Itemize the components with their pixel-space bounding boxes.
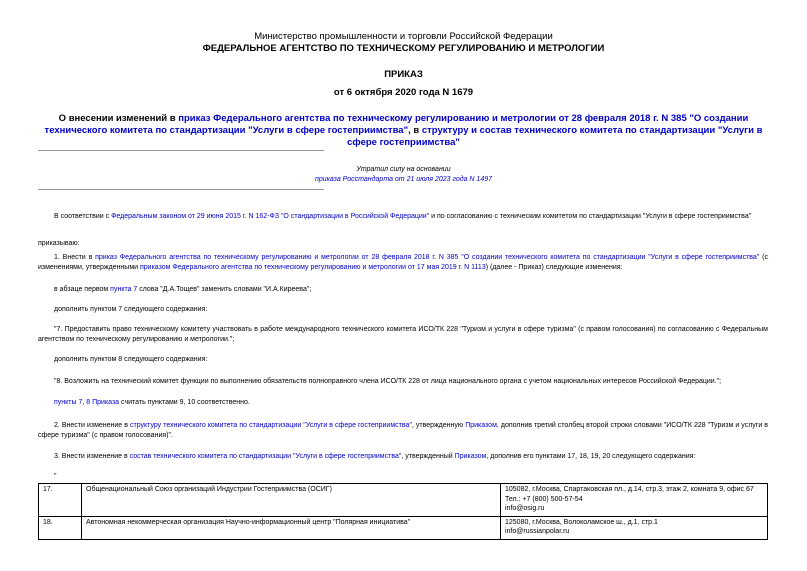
paragraph-text: 2. Внести изменение в xyxy=(54,422,130,429)
paragraph-clause-7: "7. Предоставить право техническому комитету участвовать в работе международного технического комитета ИСО/ТК 228 "Туризм и услуги в сфере туризма" (с правом голосования) по согласованию с Федеральным агентством по техническому регулированию и метрологии."; xyxy=(38,326,768,343)
link-clause-7[interactable]: пункта 7 xyxy=(110,286,138,293)
agency-name: ФЕДЕРАЛЬНОЕ АГЕНТСТВО ПО ТЕХНИЧЕСКОМУ РЕГУЛИРОВАНИЮ И МЕТРОЛОГИИ xyxy=(202,43,605,54)
contact-email: info@osig.ru xyxy=(505,505,545,512)
paragraph-text: и по согласованию с техническим комитетом по стандартизации "Услуги в сфере гостеприимства" xyxy=(429,213,752,220)
title-text-2: , в xyxy=(408,125,422,136)
paragraph-text: 1. Внести в xyxy=(54,254,96,261)
table-row xyxy=(39,516,768,539)
document-title xyxy=(40,113,767,149)
row-number: 18. xyxy=(39,516,82,539)
link-committee-structure[interactable]: структуру технического комитета по стандартизации "Услуги в сфере гостеприимства" xyxy=(130,422,412,429)
organization-name: Автономная некоммерческая организация Научно-информационный центр "Полярная инициатива" xyxy=(82,516,501,539)
paragraph-item-2 xyxy=(38,421,768,440)
link-clauses-7[interactable]: пункты 7 xyxy=(54,399,83,406)
ministry-name: Министерство промышленности и торговли Российской Федерации xyxy=(254,31,553,42)
paragraph-text: слова "Д.А.Тощев" заменить словами "И.А.Киреева"; xyxy=(137,286,312,293)
link-federal-law[interactable]: Федеральным законом от 29 июня 2015 г. N 162-ФЗ "О стандартизации в Российской Федерации" xyxy=(111,213,430,220)
divider-top xyxy=(38,150,324,151)
table-row xyxy=(39,484,768,517)
paragraph-order: приказываю: xyxy=(38,240,80,247)
paragraph-text: , утвержденную xyxy=(411,422,466,429)
contact-email: info@russianpolar.ru xyxy=(505,528,570,535)
link-order-ref[interactable]: Приказом xyxy=(465,422,497,429)
paragraph-text: ) (далее - Приказ) следующие изменения: xyxy=(485,263,623,271)
paragraph-item-1-c: дополнить пунктом 8 следующего содержания: xyxy=(54,356,208,363)
paragraph-text: В соответствии с xyxy=(54,213,112,220)
opening-quote: " xyxy=(54,473,57,480)
organization-contacts xyxy=(501,516,768,539)
paragraph-item-1-b: дополнить пунктом 7 следующего содержания: xyxy=(54,306,208,313)
link-order-ref-2[interactable]: Приказом xyxy=(454,453,487,460)
paragraph-text: считать пунктами 9, 10 соответственно. xyxy=(119,399,250,406)
title-link-order[interactable]: приказ Федерального агентства по техническому регулированию и метрологии от 28 февраля 2018 г. N 385 "О создании технического комитета по стандартизации "Услуги в сфере гостеприимства" xyxy=(44,113,749,136)
status-note-link[interactable]: приказа Росстандарта от 21 июля 2023 года N 1497 xyxy=(314,176,493,183)
link-committee-composition[interactable]: состав технического комитета по стандартизации "Услуги в сфере гостеприимства" xyxy=(129,453,402,460)
link-order-1113[interactable]: приказом Федерального агентства по техническому регулированию и метрологии от 17 мая 2019 г. N 1113 xyxy=(140,263,486,271)
contact-address: 105082, г.Москва, Спартаковская пл., д.14, стр.3, этаж 2, комната 9, офис 67 xyxy=(505,486,754,493)
document-date: от 6 октября 2020 года N 1679 xyxy=(333,87,474,98)
paragraph-item-3 xyxy=(38,452,768,462)
paragraph-basis xyxy=(38,212,768,222)
paragraph-item-1-a xyxy=(38,285,768,295)
status-note-line: Утратил силу на основании xyxy=(356,166,451,173)
composition-table xyxy=(38,483,768,540)
document-type: ПРИКАЗ xyxy=(384,69,423,80)
title-text-1: О внесении изменений в xyxy=(58,113,179,124)
paragraph-text: в абзаце первом xyxy=(54,286,111,293)
link-order-385[interactable]: приказ Федерального агентства по техническому регулированию и метрологии от 28 февраля 2018 г. N 385 "О создании технического комитета по стандартизации "Услуги в сфере гостеприимства" xyxy=(95,254,760,261)
paragraph-text: , дополнив третий столбец второй строки словами "ИСО/ТК 228 "Туризм и услуги в сфере туризма" (с правом голосования)". xyxy=(38,422,769,439)
title-link-structure[interactable]: структуру и состав технического комитета по стандартизации "Услуги в сфере гостеприимства" xyxy=(347,125,763,148)
paragraph-text: (с изменениями, утвержденными xyxy=(38,254,768,271)
paragraph-text: 3. Внести изменение в xyxy=(54,453,130,460)
paragraph-text: , дополнив его пунктами 17, 18, 19, 20 следующего содержания: xyxy=(486,453,696,460)
divider-bottom xyxy=(38,189,324,190)
paragraph-text: , xyxy=(82,399,87,406)
organization-contacts xyxy=(501,484,768,517)
contact-phone: Тел.: +7 (800) 500-57-54 xyxy=(505,495,583,503)
contact-address: 125080, г.Москва, Волоколамское ш., д.1, стр.1 xyxy=(505,518,658,526)
row-number: 17. xyxy=(39,484,82,517)
link-clause-8-order[interactable]: 8 Приказа xyxy=(86,399,120,406)
paragraph-text: , утвержденный xyxy=(401,453,455,460)
paragraph-renumber xyxy=(38,398,768,408)
organization-name: Общенациональный Союз организаций Индустрии Гостеприимства (ОСИГ) xyxy=(82,484,501,517)
paragraph-item-1 xyxy=(38,253,768,272)
paragraph-clause-8: "8. Возложить на технический комитет функции по выполнению обязательств полноправного члена ИСО/ТК 228 от лица национального органа с учетом национальных интересов Российской Федерации."; xyxy=(54,378,722,385)
